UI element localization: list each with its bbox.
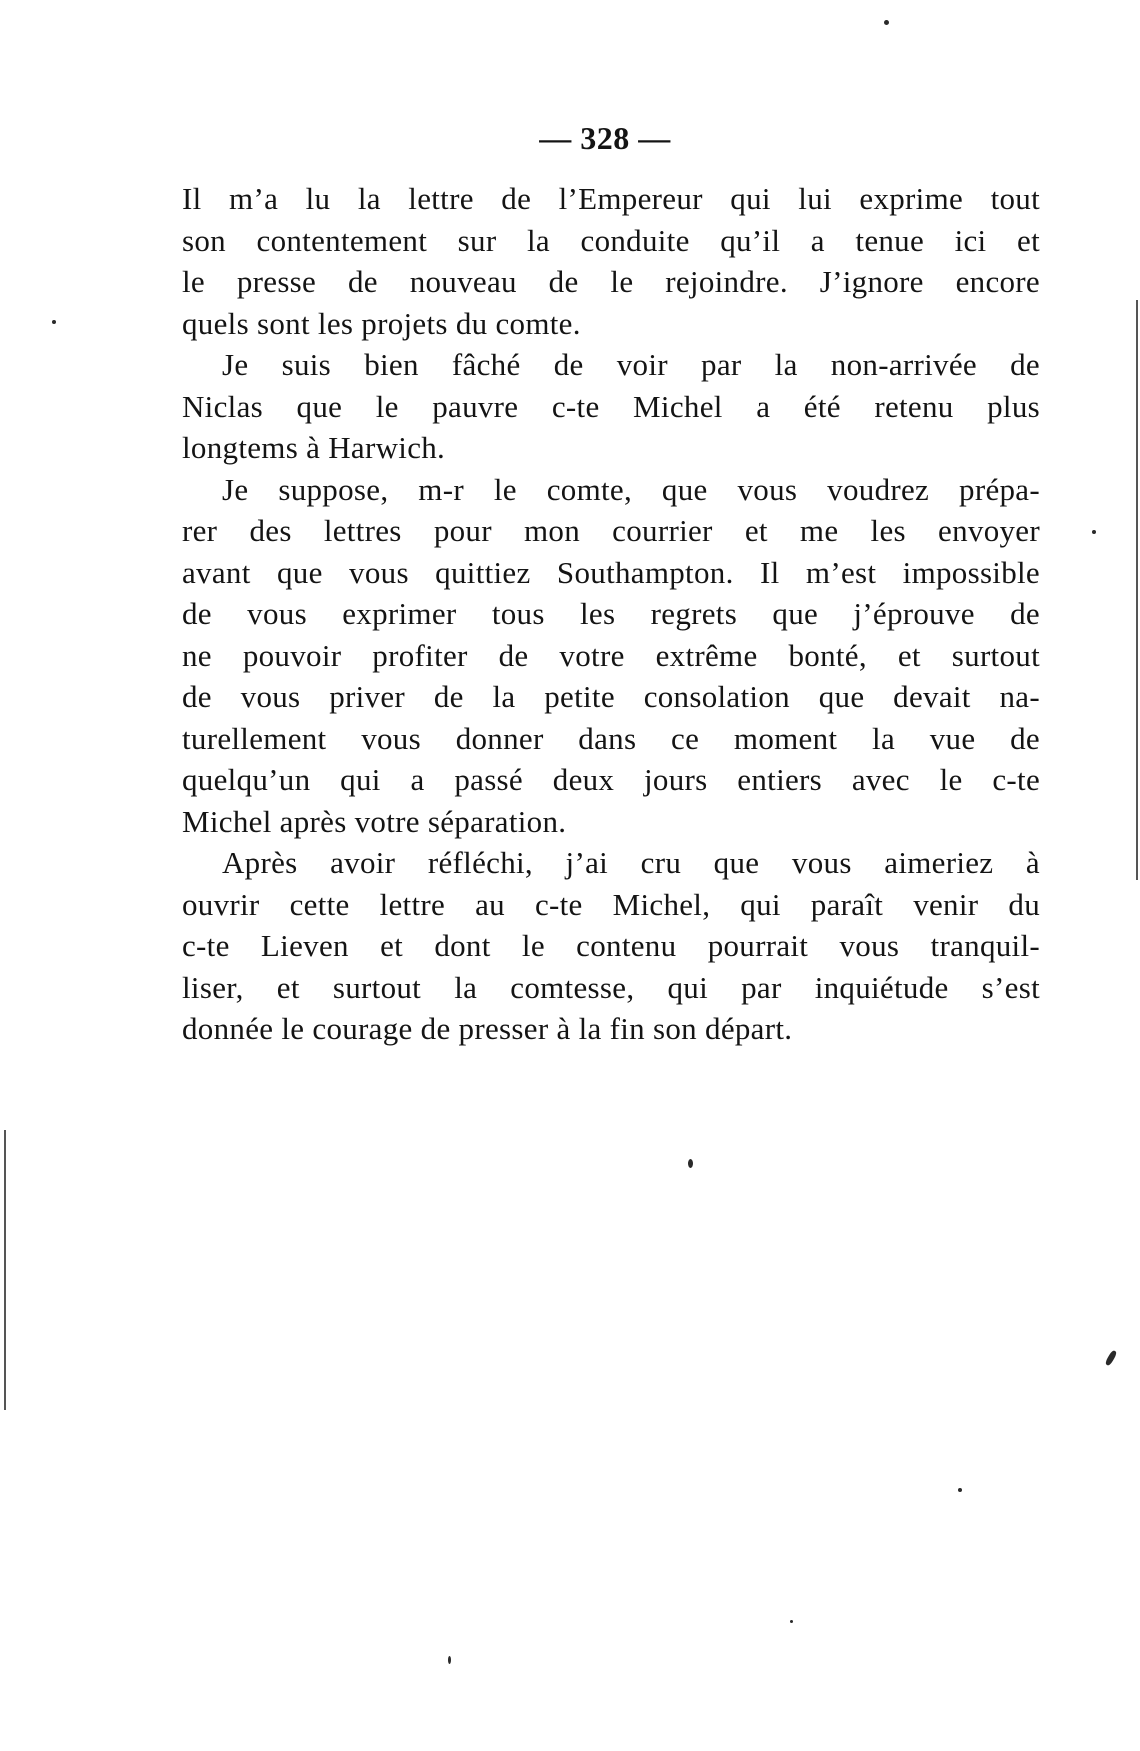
scan-speck: [688, 1159, 693, 1168]
text-line: Après avoir réfléchi, j’ai cru que vous aimeriez à: [222, 845, 1040, 880]
scan-speck: [448, 1656, 451, 1664]
scan-speck: [52, 320, 56, 324]
body-text: [182, 178, 1040, 1050]
text-line: le presse de nouveau de le rejoindre. J’ignore encore: [182, 264, 1040, 299]
text-line: Je suppose, m-r le comte, que vous voudrez prépa-: [222, 471, 1040, 507]
scan-speck: [958, 1488, 962, 1492]
text-line: de vous exprimer tous les regrets que j’éprouve de: [182, 596, 1040, 631]
scan-edge-mark: [4, 1130, 6, 1410]
text-line: Je suis bien fâché de voir par la non-arrivée de: [222, 347, 1040, 382]
text-line: Niclas que le pauvre c-te Michel a été retenu plus: [182, 388, 1040, 424]
text-line: de vous priver de la petite consolation que devait na-: [182, 679, 1040, 714]
scan-speck: [790, 1620, 793, 1623]
text-line: ne pouvoir profiter de votre extrême bonté, et surtout: [182, 637, 1040, 673]
text-line: ouvrir cette lettre au c-te Michel, qui paraît venir du: [182, 886, 1040, 922]
scan-edge-mark: [1136, 300, 1138, 880]
text-line: quels sont les projets du comte.: [182, 305, 581, 341]
text-line: longtems à Harwich.: [182, 430, 446, 465]
text-line: donnée le courage de presser à la fin son départ.: [182, 1011, 793, 1046]
text-line: rer des lettres pour mon courrier et me les envoyer: [182, 513, 1040, 548]
text-line: c-te Lieven et dont le contenu pourrait vous tranquil-: [182, 928, 1040, 963]
scan-speck: [1104, 1350, 1117, 1367]
text-line: Michel après votre séparation.: [182, 803, 567, 839]
scan-speck: [1092, 530, 1096, 534]
text-line: liser, et surtout la comtesse, qui par inquiétude s’est: [182, 969, 1040, 1005]
text-line: avant que vous quittiez Southampton. Il m’est impossible: [182, 554, 1040, 590]
text-line: Il m’a lu la lettre de l’Empereur qui lui exprime tout: [182, 181, 1040, 216]
text-line: son contentement sur la conduite qu’il a tenue ici et: [182, 222, 1040, 258]
page-number: — 328 —: [539, 120, 671, 156]
scan-speck: [884, 20, 889, 25]
text-line: turellement vous donner dans ce moment la vue de: [182, 720, 1040, 756]
text-line: quelqu’un qui a passé deux jours entiers avec le c-te: [182, 762, 1040, 797]
